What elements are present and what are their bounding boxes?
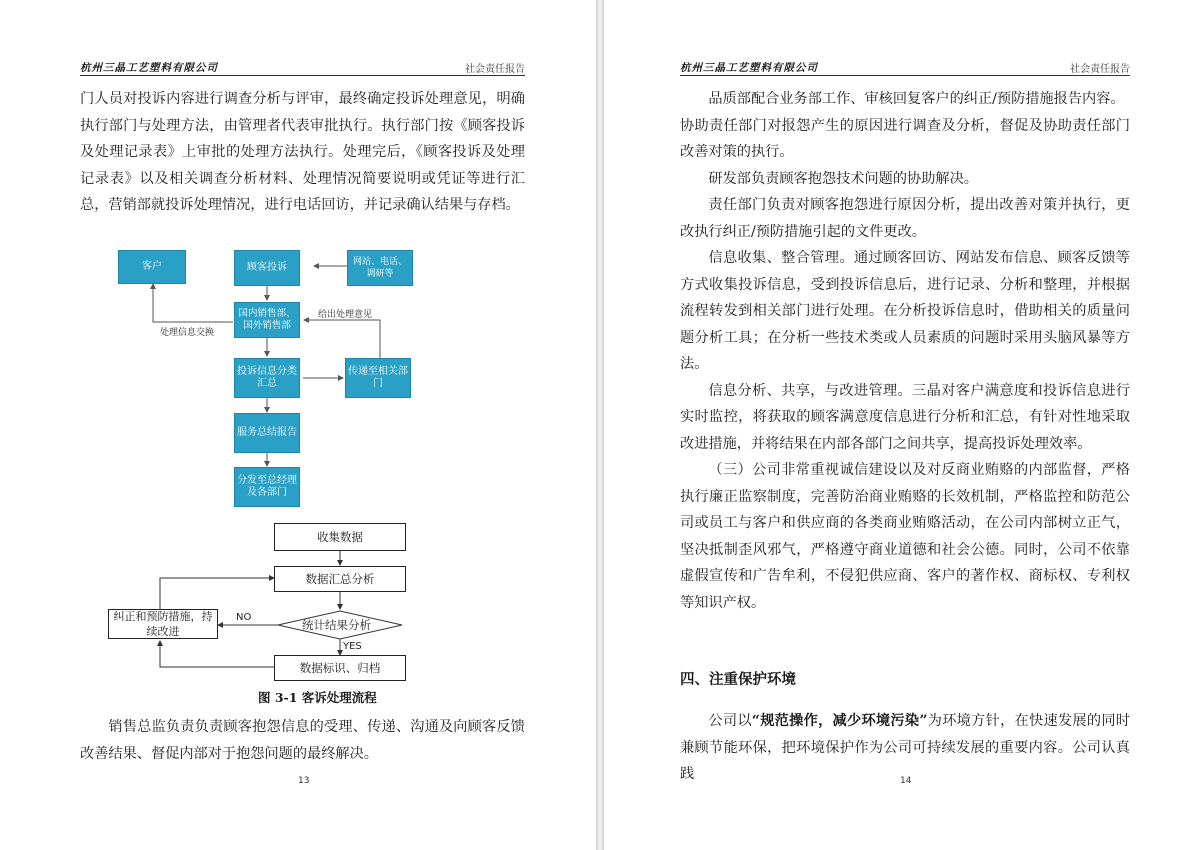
left-header <box>80 60 525 74</box>
paragraph: 信息收集、整合管理。通过顾客回访、网站发布信息、顾客反馈等方式收集投诉信息，受到投诉信息后，进行记录、分析和整理，并根据流程转发到相关部门进行处理。在分析投诉信息时，借助相关的质量问题分析工具；在分析一些技术类或人员素质的问题时采用头脑风暴等方法。 <box>680 250 1130 372</box>
header-rule <box>80 75 525 76</box>
paragraph: 销售总监负责负责顾客抱怨信息的受理、传递、沟通及向顾客反馈改善结果、督促内部对于抱怨问题的最终解决。 <box>80 719 525 762</box>
flow2-label-no: NO <box>236 612 252 623</box>
paragraph: 信息分析、共享，与改进管理。三晶对客户满意度和投诉信息进行实时监控，将获取的顾客满意度信息进行分析和汇总，有针对性地采取改进措施，并将结果在内部各部门之间共享，提高投诉处理效率。 <box>680 382 1130 452</box>
flow-box-channels: 网站、电话、调研等 <box>347 250 413 286</box>
env-policy: “规范操作，减少环境污染” <box>751 713 928 729</box>
right-body <box>680 86 1130 616</box>
paragraph: 协助责任部门对报怨产生的原因进行调查及分析，督促及协助责任部门改善对策的执行。 <box>680 117 1130 160</box>
flow-box-classify: 投诉信息分类汇总 <box>234 358 300 398</box>
flow-box-customer: 客户 <box>118 250 186 284</box>
page-number-left: 13 <box>298 776 310 786</box>
page-number-right: 14 <box>900 776 912 786</box>
flow2-box-mark: 数据标识、归档 <box>274 655 406 681</box>
left-page <box>0 0 596 850</box>
env-prefix: 公司以 <box>708 713 752 729</box>
flow-box-sales: 国内销售部、国外销售部 <box>234 302 300 338</box>
header-report-title: 社会责任报告 <box>465 64 525 75</box>
flow-box-distribute: 分发至总经理及各部门 <box>234 467 300 507</box>
figure-caption: 图 3-1 客诉处理流程 <box>258 690 377 705</box>
header-report-title: 社会责任报告 <box>1070 64 1130 75</box>
paragraph: 研发部负责顾客抱怨技术问题的协助解决。 <box>708 170 978 187</box>
paragraph: 品质部配合业务部工作、审核回复客户的纠正/预防措施报告内容。 <box>708 91 1125 107</box>
header-company: 杭州三晶工艺塑料有限公司 <box>680 62 818 74</box>
flow-box-summary: 服务总结报告 <box>234 413 300 453</box>
header-rule <box>680 75 1130 76</box>
paragraph: 责任部门负责对顾客抱怨进行原因分析，提出改善对策并执行，更改执行纠正/预防措施引起的文件更改。 <box>680 197 1130 240</box>
flow2-box-collect: 收集数据 <box>274 523 406 551</box>
left-paragraph-2 <box>80 714 525 767</box>
flow-box-complaint: 顾客投诉 <box>234 250 300 286</box>
flow-label-exchange: 处理信息交换 <box>160 328 215 338</box>
flow-box-relay: 传递至相关部门 <box>345 358 411 398</box>
flow2-box-aggregate: 数据汇总分析 <box>274 566 406 592</box>
flow2-diamond-stats: 统计结果分析 <box>302 618 371 632</box>
right-page <box>604 0 1200 850</box>
flow2-label-yes: YES <box>343 641 362 652</box>
env-suffix: 为环境方针，在快速发展的同时兼顾节能环保，把环境保护作为公司可持续发展的重要内容。公司认真践 <box>680 713 1130 782</box>
right-header <box>680 60 1130 74</box>
section-heading: 四、注重保护环境 <box>680 672 796 688</box>
flow2-box-correct: 纠正和预防措施，持续改进 <box>108 609 218 639</box>
flow-label-opinion: 给出处理意见 <box>318 310 373 320</box>
page-gutter <box>596 0 604 850</box>
left-paragraph-1 <box>80 86 525 219</box>
paragraph: （三）公司非常重视诚信建设以及对反商业贿赂的内部监督，严格执行廉正监察制度，完善防治商业贿赂的长效机制，严格监控和防范公司或员工与客户和供应商的各类商业贿赂活动，在公司内部树立正气，坚决抵制歪风邪气，严格遵守商业道德和社会公德。同时，公司不依靠虚假宣传和广告牟利，不侵犯供应商、客户的著作权、商标权、专利权等知识产权。 <box>680 462 1130 611</box>
paragraph: 门人员对投诉内容进行调查分析与评审，最终确定投诉处理意见，明确执行部门与处理方法，由管理者代表审批执行。执行部门按《顾客投诉及处理记录表》上审批的处理方法执行。处理完后，《顾客投诉及处理记录表》以及相关调查分析材料、处理情况简要说明或凭证等进行汇总，营销部就投诉处理情况，进行电话回访，并记录确认结果与存档。 <box>80 91 525 213</box>
header-company: 杭州三晶工艺塑料有限公司 <box>80 62 218 74</box>
